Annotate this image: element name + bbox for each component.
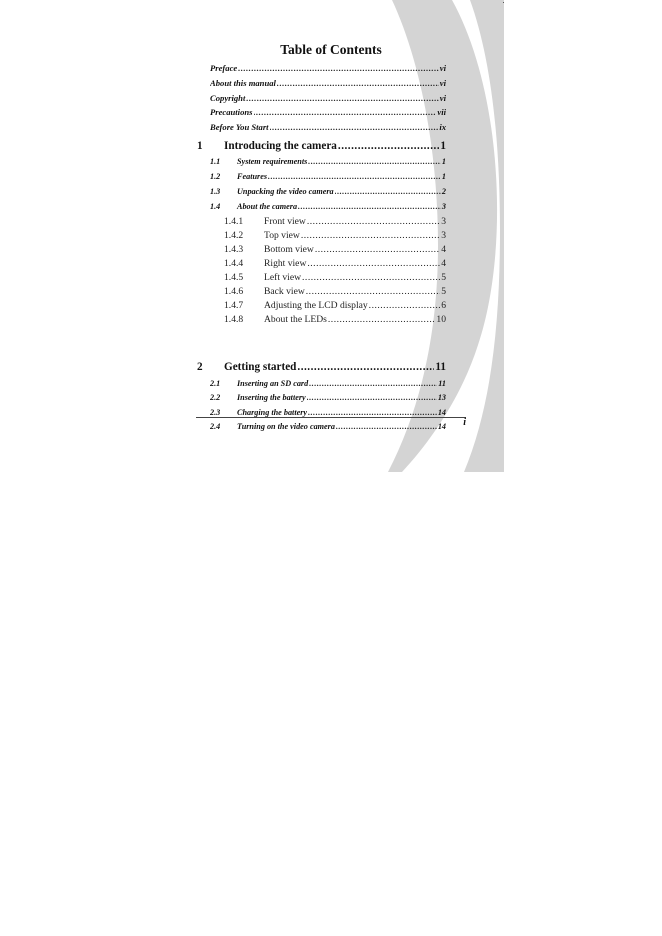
toc-entry[interactable] bbox=[224, 314, 446, 325]
toc-entry-label: Unpacking the video camera bbox=[237, 187, 334, 196]
toc-dot-leader bbox=[336, 422, 437, 431]
toc-entry-label: About this manual bbox=[210, 78, 276, 88]
toc-entry-label: Charging the battery bbox=[237, 408, 308, 417]
toc-entry[interactable] bbox=[210, 408, 446, 417]
toc-dot-leader bbox=[308, 408, 437, 417]
toc-dot-leader bbox=[369, 300, 441, 311]
toc-entry[interactable] bbox=[224, 244, 446, 255]
toc-entry[interactable] bbox=[210, 172, 446, 181]
toc-entry-label: Top view bbox=[264, 230, 300, 241]
toc-entry-label: Turning on the video camera bbox=[237, 422, 335, 431]
toc-entry-page: 4 bbox=[441, 258, 446, 269]
toc-entry-label: Left view bbox=[264, 272, 302, 283]
toc-entry-label: Right view bbox=[264, 258, 307, 269]
toc-entry[interactable] bbox=[210, 93, 446, 103]
toc-dot-leader bbox=[254, 107, 437, 117]
toc-dot-leader bbox=[338, 140, 440, 152]
toc-entry-page: 1 bbox=[441, 172, 446, 181]
toc-entry[interactable] bbox=[210, 187, 446, 196]
toc-entry-number: 2 bbox=[197, 361, 203, 373]
toc-entry-label: Inserting an SD card bbox=[237, 379, 309, 388]
toc-entry-page: 13 bbox=[437, 393, 446, 402]
toc-entry-number: 1 bbox=[197, 140, 203, 152]
toc-entry-label: Adjusting the LCD display bbox=[264, 300, 368, 311]
toc-entry-page: vi bbox=[439, 63, 446, 73]
toc-dot-leader bbox=[297, 361, 434, 373]
toc-dot-leader bbox=[277, 78, 439, 88]
toc-entry-label: Precautions bbox=[210, 107, 253, 117]
page-title: Table of Contents bbox=[280, 42, 382, 57]
toc-entry-number: 2.2 bbox=[210, 393, 221, 402]
toc-dot-leader bbox=[307, 393, 437, 402]
toc-entry[interactable] bbox=[224, 286, 446, 297]
toc-dot-leader bbox=[238, 63, 439, 73]
toc-entry-page: 14 bbox=[437, 422, 446, 431]
toc-entry-label: Bottom view bbox=[264, 244, 314, 255]
toc-entry-page: 10 bbox=[436, 314, 446, 325]
toc-entry-page: 3 bbox=[441, 216, 446, 227]
toc-entry-number: 1.2 bbox=[210, 172, 221, 181]
toc-dot-leader bbox=[309, 379, 437, 388]
toc-dot-leader bbox=[308, 157, 441, 166]
toc-entry-page: 11 bbox=[435, 361, 446, 373]
toc-entry-label: Back view bbox=[264, 286, 305, 297]
toc-entry-number: 1.4.6 bbox=[224, 286, 244, 297]
footer-rule bbox=[196, 417, 466, 418]
toc-entry-label: Introducing the camera bbox=[224, 140, 337, 152]
toc-entry-page: vii bbox=[437, 107, 446, 117]
toc-entry-page: 3 bbox=[441, 230, 446, 241]
toc-entry-number: 1.4.4 bbox=[224, 258, 244, 269]
toc-entry[interactable] bbox=[224, 230, 446, 241]
toc-entry-number: 1.4.7 bbox=[224, 300, 244, 311]
toc-entry[interactable] bbox=[210, 122, 446, 132]
toc-dot-leader bbox=[246, 93, 438, 103]
toc-entry-label: About the camera bbox=[237, 202, 298, 211]
toc-entry-number: 2.1 bbox=[210, 379, 221, 388]
toc-dot-leader bbox=[302, 272, 440, 283]
toc-entry-page: 11 bbox=[438, 379, 446, 388]
toc-entry-number: 1.3 bbox=[210, 187, 221, 196]
toc-entry-page: ix bbox=[439, 122, 446, 132]
toc-entry-label: About the LEDs bbox=[264, 314, 327, 325]
toc-dot-leader bbox=[306, 286, 440, 297]
page-number: i bbox=[463, 417, 466, 428]
toc-dot-leader bbox=[270, 122, 439, 132]
toc-dot-leader bbox=[328, 314, 436, 325]
toc-entry-page: 1 bbox=[441, 157, 446, 166]
toc-entry[interactable] bbox=[210, 202, 446, 211]
toc-entry[interactable] bbox=[197, 361, 446, 373]
toc-entry-page: 2 bbox=[441, 187, 446, 196]
toc-entry-number: 1.4 bbox=[210, 202, 221, 211]
toc-dot-leader bbox=[268, 172, 441, 181]
toc-entry-number: 1.4.3 bbox=[224, 244, 244, 255]
toc-entry-page: vi bbox=[439, 78, 446, 88]
toc-entry-number: 1.4.5 bbox=[224, 272, 244, 283]
toc-entry-number: 1.1 bbox=[210, 157, 221, 166]
toc-entry[interactable] bbox=[210, 107, 446, 117]
toc-entry[interactable] bbox=[210, 422, 446, 431]
toc-entry-page: 6 bbox=[441, 300, 446, 311]
toc-dot-leader bbox=[315, 244, 440, 255]
toc-entry-label: Preface bbox=[210, 63, 238, 73]
toc-entry[interactable] bbox=[210, 63, 446, 73]
toc-entry-number: 2.4 bbox=[210, 422, 221, 431]
toc-entry[interactable] bbox=[224, 300, 446, 311]
toc-dot-leader bbox=[301, 230, 440, 241]
toc-entry-label: Before You Start bbox=[210, 122, 269, 132]
toc-entry-page: 4 bbox=[441, 244, 446, 255]
toc-dot-leader bbox=[335, 187, 441, 196]
toc-entry[interactable] bbox=[224, 272, 446, 283]
toc-entry-page: 1 bbox=[440, 140, 446, 152]
toc-entry-page: 3 bbox=[441, 202, 446, 211]
toc-entry-label: Front view bbox=[264, 216, 306, 227]
toc-entry[interactable] bbox=[197, 140, 446, 152]
toc-dot-leader bbox=[298, 202, 441, 211]
toc-entry-label: Inserting the battery bbox=[237, 393, 306, 402]
toc-entry[interactable] bbox=[210, 393, 446, 402]
toc-entry-number: 1.4.8 bbox=[224, 314, 244, 325]
toc-entry[interactable] bbox=[224, 216, 446, 227]
toc-dot-leader bbox=[307, 258, 440, 269]
toc-entry-number: 2.3 bbox=[210, 408, 221, 417]
toc-entry-page: 5 bbox=[441, 272, 446, 283]
toc-entry-label: Copyright bbox=[210, 93, 246, 103]
toc-entry[interactable] bbox=[210, 157, 446, 166]
toc-entry-label: System requirements bbox=[237, 157, 308, 166]
toc-entry-label: Getting started bbox=[224, 361, 297, 373]
toc-entry[interactable] bbox=[224, 258, 446, 269]
toc-dot-leader bbox=[307, 216, 440, 227]
toc-entry-page: 14 bbox=[437, 408, 446, 417]
toc-entry[interactable] bbox=[210, 379, 446, 388]
toc-entry-number: 1.4.1 bbox=[224, 216, 244, 227]
toc-entry-page: 5 bbox=[441, 286, 446, 297]
toc-entry-number: 1.4.2 bbox=[224, 230, 244, 241]
toc-entry-page: vi bbox=[439, 93, 446, 103]
toc-entry-label: Features bbox=[237, 172, 268, 181]
toc-entry[interactable] bbox=[210, 78, 446, 88]
